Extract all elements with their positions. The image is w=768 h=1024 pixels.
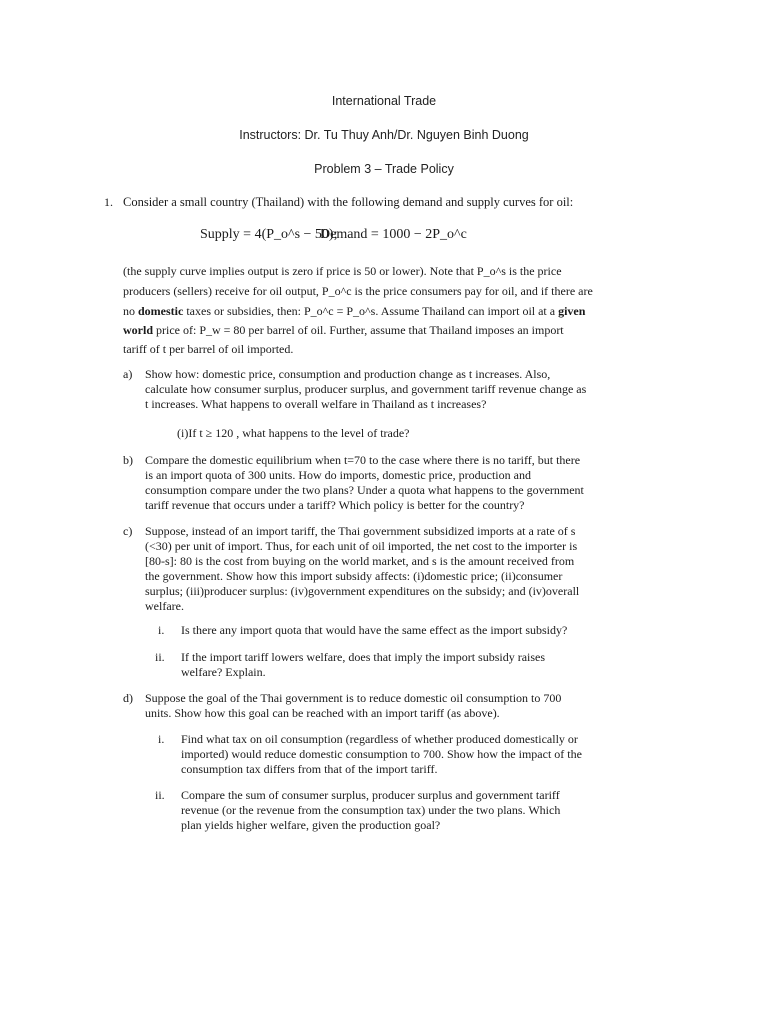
item-a-line: calculate how consumer surplus, producer surplus, and government tariff revenue change as	[145, 382, 587, 396]
para-line: (the supply curve implies output is zero if price is 50 or lower). Note that P_o^s is the price	[123, 264, 562, 278]
course-title: International Trade	[331, 94, 437, 108]
supply-equation: Supply = 4(P_o^s − 50);	[200, 227, 338, 242]
sub-text: If the import tariff lowers welfare, does that imply the import subsidy raises	[181, 650, 546, 664]
sub-text: consumption tax differs from that of the import tariff.	[181, 762, 438, 776]
question-intro: Consider a small country (Thailand) with the following demand and supply curves for oil:	[123, 195, 574, 209]
sub-text: Find what tax on oil consumption (regardless of whether produced domestically or	[181, 732, 578, 746]
item-label-b: b)	[123, 453, 133, 467]
para-line	[123, 323, 564, 339]
instructors-line: Instructors: Dr. Tu Thuy Anh/Dr. Nguyen Binh Duong	[239, 128, 529, 142]
para-text: taxes or subsidies, then: P_o^c = P_o^s. Assume Thailand can import oil at a	[183, 304, 559, 318]
item-label-c: c)	[123, 524, 133, 538]
sub-label: ii.	[155, 650, 165, 664]
item-label-a: a)	[123, 367, 133, 381]
para-line: producers (sellers) receive for oil output, P_o^c is the price consumers pay for oil, and if there are	[123, 284, 593, 298]
sub-text: imported) would reduce domestic consumption to 700. Show how the impact of the	[181, 747, 582, 761]
item-c-line: [80-s]: 80 is the cost from buying on the world market, and s is the amount received from	[145, 554, 575, 568]
sub-text: welfare? Explain.	[181, 665, 266, 679]
item-c-line: Suppose, instead of an import tariff, the Thai government subsidized imports at a rate of s	[145, 524, 576, 538]
item-b-line: Compare the domestic equilibrium when t=70 to the case where there is no tariff, but there	[145, 453, 581, 467]
item-b-line: consumption compare under the two plans? Under a quota what happens to the government	[145, 483, 584, 497]
para-line	[123, 304, 585, 320]
item-b-line: tariff revenue that occurs under a tariff? Which policy is better for the country?	[145, 498, 525, 512]
para-bold: given	[558, 304, 586, 318]
item-c-line: the government. Show how this import subsidy affects: (i)domestic price; (ii)consumer	[145, 569, 563, 583]
item-d-line: Suppose the goal of the Thai government is to reduce domestic oil consumption to 700	[145, 691, 562, 705]
demand-equation: Demand = 1000 − 2P_o^c	[320, 227, 467, 242]
sub-text: Compare the sum of consumer surplus, producer surplus and government tariff	[181, 788, 560, 802]
para-bold: world	[123, 323, 153, 337]
item-c-line: welfare.	[145, 599, 184, 613]
item-a-sub: (i)If t ≥ 120 , what happens to the level of trade?	[177, 426, 410, 440]
sub-label: i.	[158, 732, 165, 746]
question-number: 1.	[104, 195, 113, 209]
item-a-line: t increases. What happens to overall welfare in Thailand as t increases?	[145, 397, 487, 411]
para-line: tariff of t per barrel of oil imported.	[123, 342, 294, 356]
item-b-line: is an import quota of 300 units. How do imports, domestic price, production and	[145, 468, 531, 482]
para-text: no	[123, 304, 138, 318]
sub-text: Is there any import quota that would have the same effect as the import subsidy?	[181, 623, 568, 637]
sub-text: plan yields higher welfare, given the production goal?	[181, 818, 441, 832]
item-label-d: d)	[123, 691, 133, 705]
para-text: price of: P_w = 80 per barrel of oil. Further, assume that Thailand imposes an import	[153, 323, 564, 337]
para-bold: domestic	[138, 304, 184, 318]
item-c-line: surplus; (iii)producer surplus: (iv)government expenditures on the subsidy; and (iv)overall	[145, 584, 580, 598]
sub-label: i.	[158, 623, 165, 637]
sub-text: revenue (or the revenue from the consumption tax) under the two plans. Which	[181, 803, 561, 817]
item-c-line: (<30) per unit of import. Thus, for each unit of oil imported, the net cost to the importer is	[145, 539, 578, 553]
item-d-line: units. Show how this goal can be reached with an import tariff (as above).	[145, 706, 500, 720]
item-a-line: Show how: domestic price, consumption and production change as t increases. Also,	[145, 367, 551, 381]
sub-label: ii.	[155, 788, 165, 802]
problem-title: Problem 3 – Trade Policy	[314, 162, 454, 176]
